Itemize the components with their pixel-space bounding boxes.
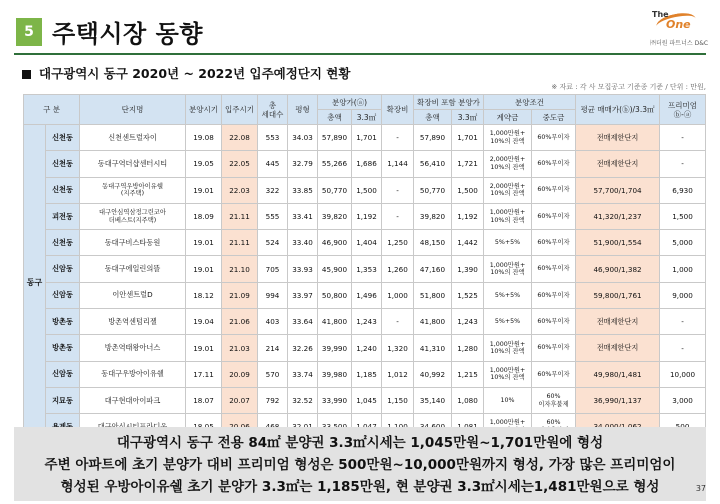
cell-contract: 1,000만원+ 10%의 잔액: [484, 335, 532, 361]
cell-sale: 19.01: [186, 177, 222, 203]
cell-interim: 60%무이자: [532, 361, 576, 387]
cell-ext: -: [382, 309, 414, 335]
cell-it: 50,770: [414, 177, 452, 203]
cell-move: 22.05: [222, 151, 258, 177]
square-bullet-icon: [22, 70, 31, 79]
cell-pp: 1,686: [352, 151, 382, 177]
cell-py: 33.40: [288, 230, 318, 256]
cell-pp: 1,240: [352, 335, 382, 361]
cell-hh: 322: [258, 177, 288, 203]
cell-dong: 신암동: [46, 256, 80, 282]
cell-ip: 1,721: [452, 151, 484, 177]
cell-dong: 방촌동: [46, 309, 80, 335]
header-move-date: 입주시기: [222, 95, 258, 125]
section-title: 주택시장 동향: [52, 20, 203, 48]
cell-sale: 18.09: [186, 203, 222, 229]
cell-dong: 방촌동: [46, 335, 80, 361]
cell-ip: 1,080: [452, 387, 484, 413]
cell-pp: 1,045: [352, 387, 382, 413]
cell-py: 33.74: [288, 361, 318, 387]
cell-move: 20.07: [222, 387, 258, 413]
cell-ip: 1,442: [452, 230, 484, 256]
cell-ext: 1,150: [382, 387, 414, 413]
header-divider: [14, 53, 706, 55]
table-row: [24, 177, 706, 203]
cell-hh: 445: [258, 151, 288, 177]
cell-interim: 60%: [532, 414, 576, 440]
table-body: [24, 125, 706, 441]
cell-ext: 1,260: [382, 256, 414, 282]
cell-ip: 1,215: [452, 361, 484, 387]
cell-pt: 45,900: [318, 256, 352, 282]
cell-market: 57,700/1,704: [576, 177, 660, 203]
cell-py: 33.41: [288, 203, 318, 229]
cell-contract: 1,000만원+ 10%의 잔액: [484, 361, 532, 387]
table-row: [24, 387, 706, 413]
cell-move: 21.11: [222, 203, 258, 229]
cell-ip: 1,390: [452, 256, 484, 282]
cell-market: 41,320/1,237: [576, 203, 660, 229]
cell-complex: 방촌역센텀리젤: [80, 309, 186, 335]
complex-table: [23, 94, 706, 441]
cell-complex: 신천센트럴자이: [80, 125, 186, 151]
cell-market: 59,800/1,761: [576, 282, 660, 308]
cell-py: 33.64: [288, 309, 318, 335]
cell-hh: 994: [258, 282, 288, 308]
table-row: [24, 282, 706, 308]
cell-prem: -: [660, 335, 706, 361]
header-contract: 계약금: [484, 110, 532, 125]
cell-hh: 553: [258, 125, 288, 151]
cell-move: 21.10: [222, 256, 258, 282]
cell-prem: 6,930: [660, 177, 706, 203]
cell-move: 21.06: [222, 309, 258, 335]
cell-dong: 신암동: [46, 361, 80, 387]
cell-hh: 705: [258, 256, 288, 282]
summary-line-3: 형성된 우방아이유쉘 초기 분양가 3.3㎡는 1,185만원, 현 분양권 3.3㎡시세는1,481만원으로 형성: [60, 479, 660, 495]
cell-contract: 1,000만원+ 10%의 잔액: [484, 256, 532, 282]
cell-market: 36,990/1,137: [576, 387, 660, 413]
cell-interim: 60%무이자: [532, 309, 576, 335]
cell-move: 22.08: [222, 125, 258, 151]
header-sale-date: 분양시기: [186, 95, 222, 125]
cell-sale: 19.01: [186, 335, 222, 361]
cell-ext: -: [382, 177, 414, 203]
cell-complex: 대구현대아이파크: [80, 387, 186, 413]
cell-interim: 60% 이자후불제: [532, 387, 576, 413]
cell-move: 21.03: [222, 335, 258, 361]
cell-interim: 60%무이자: [532, 125, 576, 151]
header-incl-total: 총액: [414, 110, 452, 125]
header-cond-group: 분양조건: [484, 95, 576, 110]
cell-move: 21.11: [222, 230, 258, 256]
cell-complex: 동대구비스타동원: [80, 230, 186, 256]
cell-py: 33.85: [288, 177, 318, 203]
cell-sale: 19.04: [186, 309, 222, 335]
logo-the: The: [652, 10, 669, 19]
company-logo: [650, 8, 708, 50]
cell-interim: 60%무이자: [532, 335, 576, 361]
cell-contract: 2,000만원+ 10%의 잔액: [484, 151, 532, 177]
cell-pp: 1,404: [352, 230, 382, 256]
cell-ext: 1,000: [382, 282, 414, 308]
cell-contract: 1,000만원+ 10%의 잔액: [484, 125, 532, 151]
cell-move: 20.09: [222, 361, 258, 387]
source-note: ※ 자료 : 각 사 모집공고 기준종 기준 / 단위 : 만원,: [551, 83, 706, 91]
cell-pp: 1,353: [352, 256, 382, 282]
table-row: [24, 335, 706, 361]
cell-py: 34.03: [288, 125, 318, 151]
section-number-badge: 5: [16, 18, 42, 46]
cell-it: 39,820: [414, 203, 452, 229]
cell-interim: 60%무이자: [532, 230, 576, 256]
cell-pt: 57,890: [318, 125, 352, 151]
cell-interim: 60%무이자: [532, 177, 576, 203]
cell-pp: 1,496: [352, 282, 382, 308]
cell-market: 전매제한단지: [576, 125, 660, 151]
cell-complex: 동대구우방아이유쉘: [80, 361, 186, 387]
cell-pt: 39,820: [318, 203, 352, 229]
header-premium: 프리미엄 ⓑ-ⓐ: [660, 95, 706, 125]
cell-sale: 18.12: [186, 282, 222, 308]
cell-pt: 41,800: [318, 309, 352, 335]
cell-contract: 2,000만원+ 10%의 잔액: [484, 177, 532, 203]
table-row: [24, 203, 706, 229]
cell-sale: 19.01: [186, 256, 222, 282]
header-gubun: 구 분: [24, 95, 80, 125]
header-incl-per: 3.3㎡: [452, 110, 484, 125]
cell-ext: -: [382, 125, 414, 151]
cell-complex: 동대구에일린의뜰: [80, 256, 186, 282]
header-price-total: 총액: [318, 110, 352, 125]
cell-market: 51,900/1,554: [576, 230, 660, 256]
cell-it: 40,992: [414, 361, 452, 387]
cell-ext: 1,144: [382, 151, 414, 177]
cell-move: 22.03: [222, 177, 258, 203]
region-cell: 동구: [24, 125, 46, 441]
cell-move: 21.09: [222, 282, 258, 308]
cell-prem: -: [660, 151, 706, 177]
cell-hh: 524: [258, 230, 288, 256]
table-row: [24, 361, 706, 387]
logo-one: One: [666, 18, 691, 31]
cell-dong: 신천동: [46, 230, 80, 256]
cell-dong: 신천동: [46, 177, 80, 203]
cell-complex: 이안센트럴D: [80, 282, 186, 308]
cell-prem: 9,000: [660, 282, 706, 308]
cell-prem: 10,000: [660, 361, 706, 387]
cell-interim: 60%무이자: [532, 256, 576, 282]
cell-sale: 19.05: [186, 151, 222, 177]
cell-it: 57,890: [414, 125, 452, 151]
table-row: [24, 125, 706, 151]
cell-complex: 동대구역더샵센터시티: [80, 151, 186, 177]
table-subtitle-text: 대구광역시 동구 2020년 ~ 2022년 입주예정단지 현황: [39, 66, 351, 81]
cell-sale: 19.01: [186, 230, 222, 256]
cell-py: 33.97: [288, 282, 318, 308]
cell-market: 전매제한단지: [576, 309, 660, 335]
cell-it: 35,140: [414, 387, 452, 413]
cell-it: 41,310: [414, 335, 452, 361]
header-market: 평균 매매가(ⓑ)/3.3㎡: [576, 95, 660, 125]
cell-dong: 지묘동: [46, 387, 80, 413]
header-interim: 중도금: [532, 110, 576, 125]
header-ext: 확장비: [382, 95, 414, 125]
cell-ip: 1,525: [452, 282, 484, 308]
cell-contract: 10%: [484, 387, 532, 413]
cell-pt: 39,990: [318, 335, 352, 361]
logo-company-name: ㈜더원 파트너스 D&C: [650, 40, 709, 47]
cell-pp: 1,701: [352, 125, 382, 151]
cell-ip: 1,243: [452, 309, 484, 335]
cell-hh: 570: [258, 361, 288, 387]
cell-pt: 55,266: [318, 151, 352, 177]
cell-contract: 5%+5%: [484, 230, 532, 256]
cell-prem: 3,000: [660, 387, 706, 413]
cell-ip: 1,701: [452, 125, 484, 151]
cell-prem: -: [660, 309, 706, 335]
cell-ext: 1,320: [382, 335, 414, 361]
cell-market: 49,980/1,481: [576, 361, 660, 387]
cell-pt: 39,980: [318, 361, 352, 387]
cell-pt: 50,800: [318, 282, 352, 308]
cell-dong: 괴전동: [46, 203, 80, 229]
table-row: [24, 230, 706, 256]
cell-ip: 1,192: [452, 203, 484, 229]
cell-interim: 60%무이자: [532, 203, 576, 229]
cell-sale: 18.07: [186, 387, 222, 413]
cell-hh: 555: [258, 203, 288, 229]
summary-line-2: 주변 아파트에 초기 분양가 대비 프리미엄 형성은 500만원~10,000만원까지 형성, 가장 많은 프리미엄이: [44, 457, 676, 473]
header-incl-group: 확장비 포함 분양가: [414, 95, 484, 110]
cell-hh: 792: [258, 387, 288, 413]
summary-line-1: 대구광역시 동구 전용 84㎡ 분양권 3.3㎡시세는 1,045만원~1,701만원에 형성: [116, 435, 604, 451]
cell-it: 48,150: [414, 230, 452, 256]
header-price-per: 3.3㎡: [352, 110, 382, 125]
cell-market: 전매제한단지: [576, 335, 660, 361]
cell-prem: 1,500: [660, 203, 706, 229]
cell-pp: 1,185: [352, 361, 382, 387]
table-row: [24, 256, 706, 282]
cell-market: 46,900/1,382: [576, 256, 660, 282]
cell-sale: 17.11: [186, 361, 222, 387]
cell-complex: 대구안심역삼정그린코아 더베스트(지주택): [80, 203, 186, 229]
table-row: [24, 151, 706, 177]
cell-pt: 33,990: [318, 387, 352, 413]
cell-dong: 신천동: [46, 125, 80, 151]
cell-contract: 5%+5%: [484, 309, 532, 335]
cell-contract: 5%+5%: [484, 282, 532, 308]
cell-ip: 1,280: [452, 335, 484, 361]
cell-prem: 5,000: [660, 230, 706, 256]
cell-hh: 403: [258, 309, 288, 335]
table-row: [24, 309, 706, 335]
page-number: 37: [695, 484, 706, 493]
cell-sale: 19.08: [186, 125, 222, 151]
cell-pp: 1,243: [352, 309, 382, 335]
cell-it: 47,160: [414, 256, 452, 282]
cell-it: 41,800: [414, 309, 452, 335]
cell-prem: 1,000: [660, 256, 706, 282]
cell-interim: 60%무이자: [532, 282, 576, 308]
cell-pp: 1,500: [352, 177, 382, 203]
header-complex: 단지명: [80, 95, 186, 125]
cell-py: 32.52: [288, 387, 318, 413]
header-households: 총 세대수: [258, 95, 288, 125]
cell-py: 32.26: [288, 335, 318, 361]
cell-py: 33.93: [288, 256, 318, 282]
cell-prem: -: [660, 125, 706, 151]
slide-header: [0, 0, 720, 50]
cell-py: 32.79: [288, 151, 318, 177]
cell-dong: 신암동: [46, 282, 80, 308]
table-subtitle: [22, 64, 350, 82]
cell-contract: 1,000만원+: [484, 414, 532, 440]
cell-hh: 214: [258, 335, 288, 361]
cell-interim: 60%무이자: [532, 151, 576, 177]
cell-it: 51,800: [414, 282, 452, 308]
cell-it: 56,410: [414, 151, 452, 177]
cell-market: 전매제한단지: [576, 151, 660, 177]
cell-pp: 1,192: [352, 203, 382, 229]
header-pyeong: 평형: [288, 95, 318, 125]
cell-complex: 방촌역태왕아너스: [80, 335, 186, 361]
cell-complex: 동대구역우방아이유쉘 (지주택): [80, 177, 186, 203]
cell-contract: 1,000만원+ 10%의 잔액: [484, 203, 532, 229]
cell-ext: 1,012: [382, 361, 414, 387]
cell-ext: -: [382, 203, 414, 229]
cell-ext: 1,250: [382, 230, 414, 256]
cell-ip: 1,500: [452, 177, 484, 203]
header-price-group: 분양가(ⓐ): [318, 95, 382, 110]
cell-pt: 46,900: [318, 230, 352, 256]
cell-pt: 50,770: [318, 177, 352, 203]
cell-dong: 신천동: [46, 151, 80, 177]
